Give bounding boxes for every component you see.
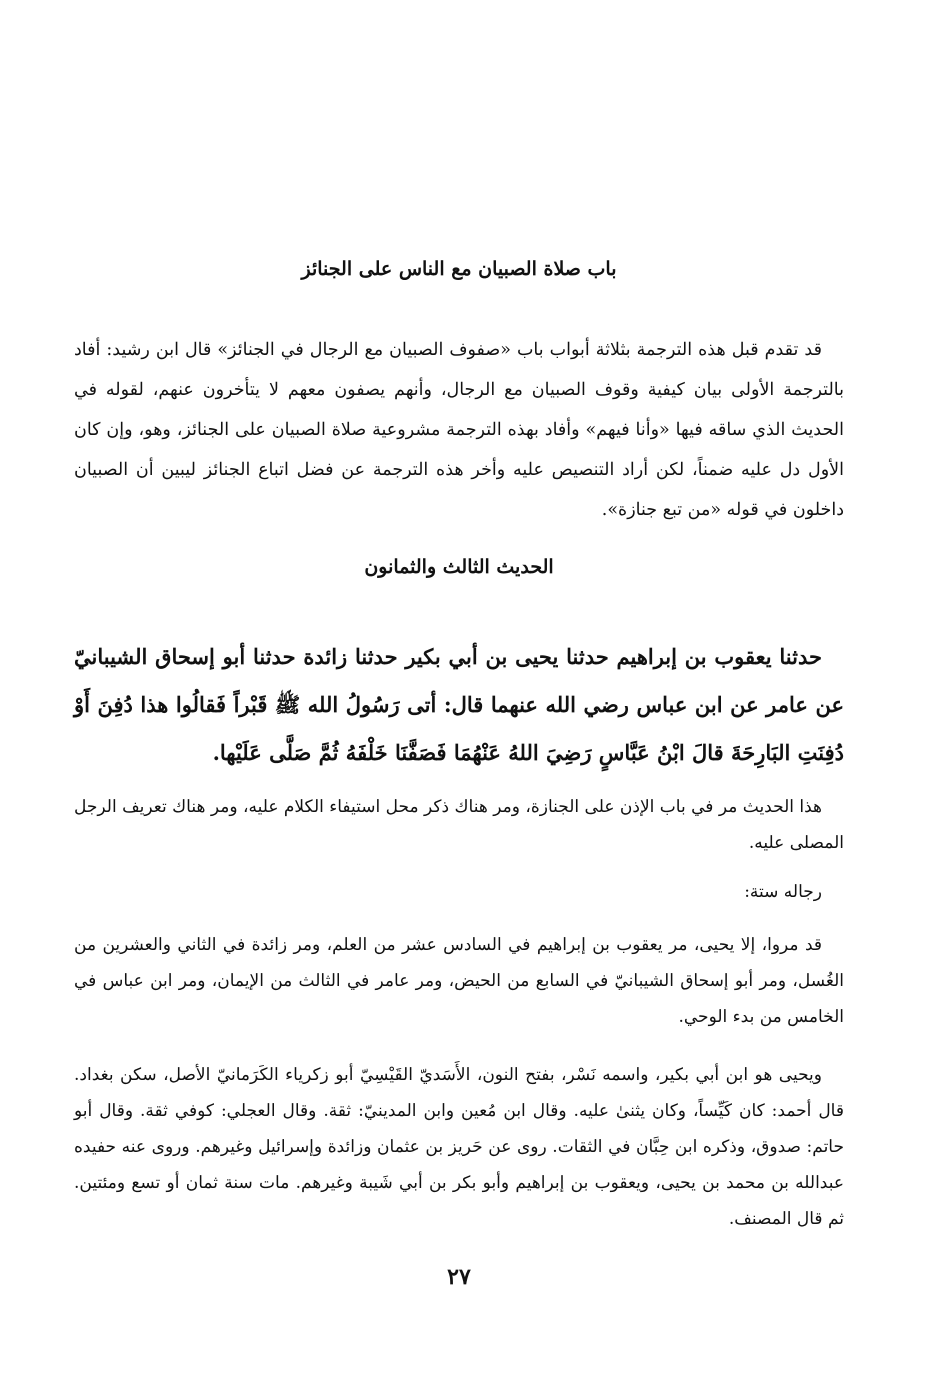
chapter-heading: باب صلاة الصبيان مع الناس على الجنائز [301, 258, 617, 280]
book-page [74, 0, 844, 1377]
narrators-paragraph-2: ويحيى هو ابن أبي بكير، واسمه نَسْر، بفتح النون، الأَسَديّ القَيْسِيّ أبو زكرياء الكَرَمانيّ الأصل، سكن بغداد. قال أحمد: كان كَيِّساً، وكان يثنىٰ عليه. وقال ابن مُعين وابن المدينيّ: ثقة. وقال العجلي: كوفي ثقة. وقال أبو حاتم: صدوق، وذكره ابن حِبَّان في الثقات. روى عن حَريز بن عثمان وزائدة وإسرائيل وغيرهم. وروى عنه حفيده عبدالله بن محمد بن يحيى، ويعقوب بن إبراهيم وأبو بكر بن أبي شَيبة وغيرهم. مات سنة ثمان أو تسع ومئتين. ثم قال المصنف. [74, 1065, 845, 1229]
page-number: ٢٧ [447, 1264, 471, 1290]
chapter-intro-paragraph: قد تقدم قبل هذه الترجمة بثلاثة أبواب باب «صفوف الصبيان مع الرجال في الجنائز» قال ابن رشيد: أفاد بالترجمة الأولى بيان كيفية وقوف الصبيان مع الرجال، وأنهم يصفون معهم لا يتأخرون عنهم، لقوله في الحديث الذي ساقه فيها «وأنا فيهم» وأفاد بهذه الترجمة مشروعية صلاة الصبيان على الجنائز، وهو، وإن كان الأول دل عليه ضمناً، لكن أراد التنصيص عليه وأخر هذه الترجمة عن فضل اتباع الجنائز ليبين أن الصبيان داخلون في قوله «من تبع جنازة». [74, 339, 844, 520]
narrators-paragraph-1: قد مروا، إلا يحيى، مر يعقوب بن إبراهيم في السادس عشر من العلم، ومر زائدة في الثاني والعشرين من الغُسل، ومر أبو إسحاق الشيبانيّ في السابع من الحيض، ومر عامر في الثالث من الإيمان، ومر ابن عباس في الخامس من بدء الوحي. [74, 935, 844, 1027]
hadith-heading: الحديث الثالث والثمانون [364, 556, 554, 578]
hadith-isnad: حدثنا يعقوب بن إبراهيم حدثنا يحيى بن أبي بكير حدثنا زائدة حدثنا أبو إسحاق الشيبانيّ عن عامر عن ابن عباس رضي الله عنهما قال: [74, 644, 844, 717]
hadith-matn: أتى رَسُولُ الله ﷺ قَبْراً فَقالُوا هذا دُفِنَ أَوْ دُفِنَتِ البَارِحَةَ قالَ ابْنُ عَبَّاسٍ رَضِيَ اللهُ عَنْهُمَا فَصَفَّنَا خَلْفَهُ ثُمَّ صَلَّى عَلَيْها. [74, 692, 844, 765]
narrators-heading: رجاله ستة: [744, 882, 822, 902]
commentary-paragraph: هذا الحديث مر في باب الإذن على الجنازة، ومر هناك ذكر محل استيفاء الكلام عليه، ومر هناك تعريف الرجل المصلى عليه. [74, 797, 844, 853]
hadith-text [74, 633, 844, 777]
